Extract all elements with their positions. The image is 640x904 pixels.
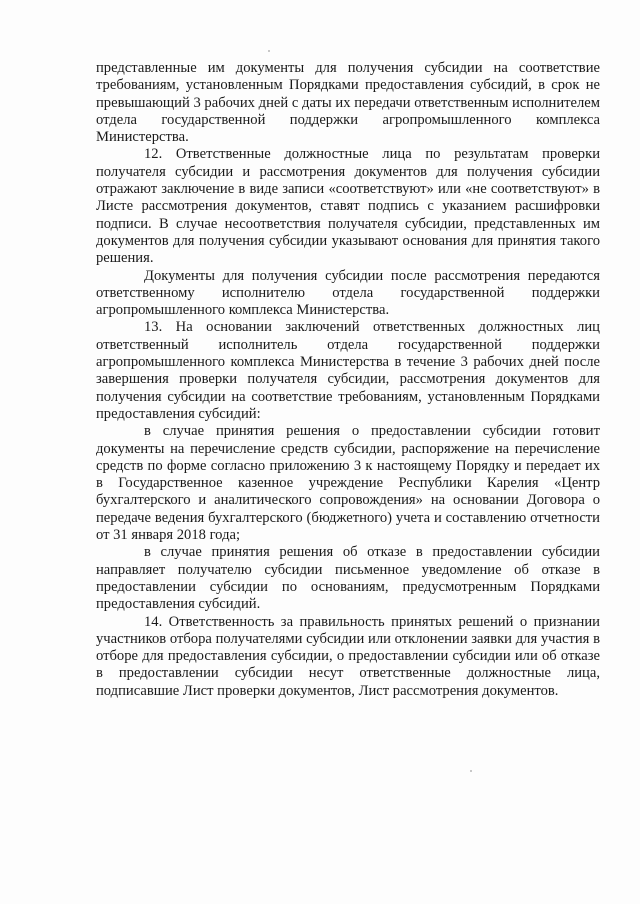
scan-speck bbox=[268, 50, 270, 52]
paragraph-13-case-refusal: в случае принятия решения об отказе в предоставлении субсидии направляет получателю субсидии письменное уведомление об отказе в предоставлении субсидии по основаниям, предусмотренным Порядками предоставления субсидий. bbox=[96, 544, 600, 613]
document-body bbox=[96, 60, 600, 700]
paragraph-12: 12. Ответственные должностные лица по результатам проверки получателя субсидии и рассмотрения документов для получения субсидии отражают заключение в виде записи «соответствуют» или «не соответствуют» в Листе рассмотрения документов, ставят подпись с указанием расшифровки подписи. В случае несоответствия получателя субсидии, представленных им документов для получения субсидии указывают основания для принятия такого решения. bbox=[96, 146, 600, 267]
paragraph-13: 13. На основании заключений ответственных должностных лиц ответственный исполнитель отдела государственной поддержки агропромышленного комплекса Министерства в течение 3 рабочих дней после завершения проверки получателя субсидии, рассмотрения документов для получения субсидии на соответствие требованиям, установленным Порядками предоставления субсидий: bbox=[96, 319, 600, 422]
scan-speck bbox=[470, 770, 472, 772]
paragraph-13-case-grant: в случае принятия решения о предоставлении субсидии готовит документы на перечисление средств субсидии, распоряжение на перечисление средств по форме согласно приложению 3 к настоящему Порядку и передает их в Государственное казенное учреждение Республики Карелия «Центр бухгалтерского и аналитического сопровождения» на основании Договора о передаче ведения бухгалтерского (бюджетного) учета и составлению отчетности от 31 января 2018 года; bbox=[96, 423, 600, 544]
paragraph-documents-transfer: Документы для получения субсидии после рассмотрения передаются ответственному исполнителю отдела государственной поддержки агропромышленного комплекса Министерства. bbox=[96, 267, 600, 319]
paragraph-continuation: представленные им документы для получения субсидии на соответствие требованиям, установленным Порядками предоставления субсидий, в срок не превышающий 3 рабочих дней с даты их передачи ответственным исполнителем отдела государственной поддержки агропромышленного комплекса Министерства. bbox=[96, 60, 600, 146]
paragraph-14: 14. Ответственность за правильность принятых решений о признании участников отбора получателями субсидии или отклонении заявки для участия в отборе для предоставления субсидии, о предоставлении субсидии или об отказе в предоставлении субсидии несут ответственные должностные лица, подписавшие Лист проверки документов, Лист рассмотрения документов. bbox=[96, 613, 600, 699]
